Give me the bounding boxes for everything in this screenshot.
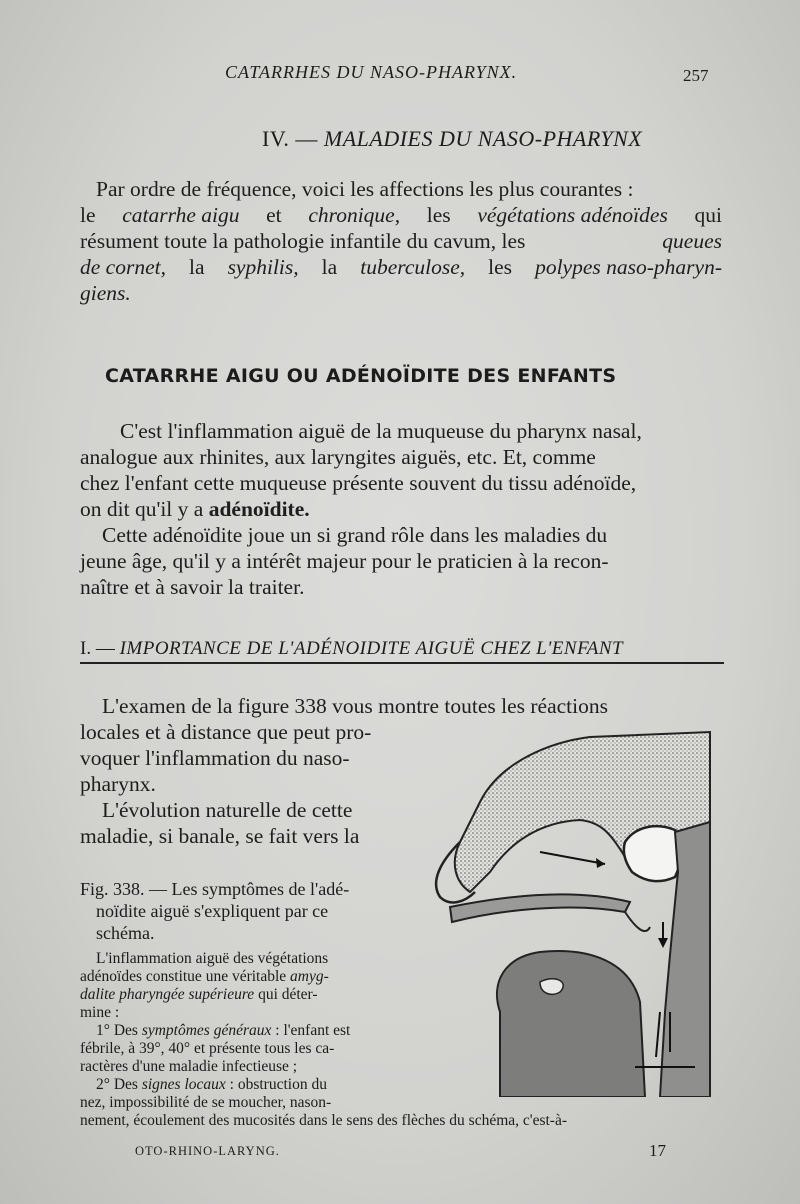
text-line: pharynx. — [80, 772, 156, 796]
text-line: L'examen de la figure 338 vous montre toutes les réactions — [102, 694, 608, 718]
intro-paragraph — [80, 176, 722, 306]
text-line: voquer l'inflammation du naso- — [80, 746, 350, 770]
adenoid-mass — [624, 826, 682, 881]
tongue — [497, 951, 645, 1097]
subsection-title: IMPORTANCE DE L'ADÉNOIDITE AIGUË CHEZ L'ENFANT — [119, 638, 624, 659]
text-line: C'est l'inflammation aiguë de la muqueuse du pharynx nasal, — [120, 419, 642, 443]
text-line: locales et à distance que peut pro- — [80, 720, 372, 744]
legend-line: nement, écoulement des mucosités dans le sens des flèches du schéma, c'est-à- — [80, 1112, 568, 1129]
text-line: maladie, si banale, se fait vers la — [80, 824, 360, 848]
intro-line: giens. — [80, 281, 131, 305]
palate — [450, 894, 630, 922]
legend-line: 2° Des signes locaux : obstruction du — [96, 1076, 327, 1093]
arrow-nasal — [540, 852, 605, 864]
intro-line: de cornet, la syphilis, la tuberculose, les polypes naso-pharyn- — [80, 255, 722, 279]
legend-line: L'inflammation aiguë des végétations — [96, 950, 329, 967]
text-line: on dit qu'il y a adénoïdite. — [80, 497, 310, 521]
section-number: IV. — — [262, 126, 318, 151]
legend-line: adénoïdes constitue une véritable amyg- — [80, 968, 329, 985]
legend-line: ractères d'une maladie infectieuse ; — [80, 1058, 298, 1075]
text-line: L'évolution naturelle de cette — [102, 798, 353, 822]
text-line: chez l'enfant cette muqueuse présente souvent du tissu adénoïde, — [80, 471, 637, 495]
figure-caption — [80, 878, 349, 944]
page-number: 257 — [683, 66, 709, 85]
paragraph-importance — [80, 522, 722, 600]
legend-line: fébrile, à 39°, 40° et présente tous les ca- — [80, 1040, 335, 1057]
section-title — [262, 126, 642, 152]
text-line: analogue aux rhinites, aux laryngites aiguës, etc. Et, comme — [80, 445, 596, 469]
legend-line: mine : — [80, 1004, 120, 1021]
intro-line: le catarrhe aigu et chronique, les végétations adénoïdes qui — [80, 203, 722, 227]
intro-line: Par ordre de fréquence, voici les affections les plus courantes : — [96, 177, 634, 201]
chapter-heading: CATARRHE AIGU OU ADÉNOÏDITE DES ENFANTS — [105, 365, 617, 387]
paragraph-definition — [80, 418, 722, 522]
text-line: naître et à savoir la traiter. — [80, 575, 305, 599]
intro-line: résument toute la pathologie infantile du cavum, les queues — [80, 229, 722, 253]
uvula — [625, 912, 650, 931]
subsection-heading — [80, 638, 724, 664]
legend-line: dalite pharyngée supérieure qui déter- — [80, 986, 318, 1003]
subsection-number: I. — — [80, 638, 115, 659]
running-title: CATARRHES DU NASO-PHARYNX. — [225, 62, 518, 82]
legend-line: 1° Des symptômes généraux : l'enfant est — [96, 1022, 351, 1039]
caption-line: Fig. 338. — Les symptômes de l'adé- — [80, 879, 350, 899]
signature-mark: 17 — [649, 1141, 666, 1160]
arrow-down-head — [658, 938, 668, 948]
nasopharynx-diagram — [420, 712, 730, 1097]
legend-line: nez, impossibilité de se moucher, nason- — [80, 1094, 332, 1111]
book-title-footer: OTO-RHINO-LARYNG. — [135, 1144, 280, 1158]
text-line: jeune âge, qu'il y a intérêt majeur pour le praticien à la recon- — [80, 549, 609, 573]
epiglottis — [540, 979, 563, 995]
caption-line: schéma. — [96, 923, 155, 943]
section-title-text: MALADIES DU NASO-PHARYNX — [323, 126, 643, 151]
arrow-pharynx-2 — [656, 1012, 660, 1057]
text-line: Cette adénoïdite joue un si grand rôle dans les maladies du — [102, 523, 608, 547]
caption-line: noïdite aiguë s'expliquent par ce — [96, 901, 329, 921]
